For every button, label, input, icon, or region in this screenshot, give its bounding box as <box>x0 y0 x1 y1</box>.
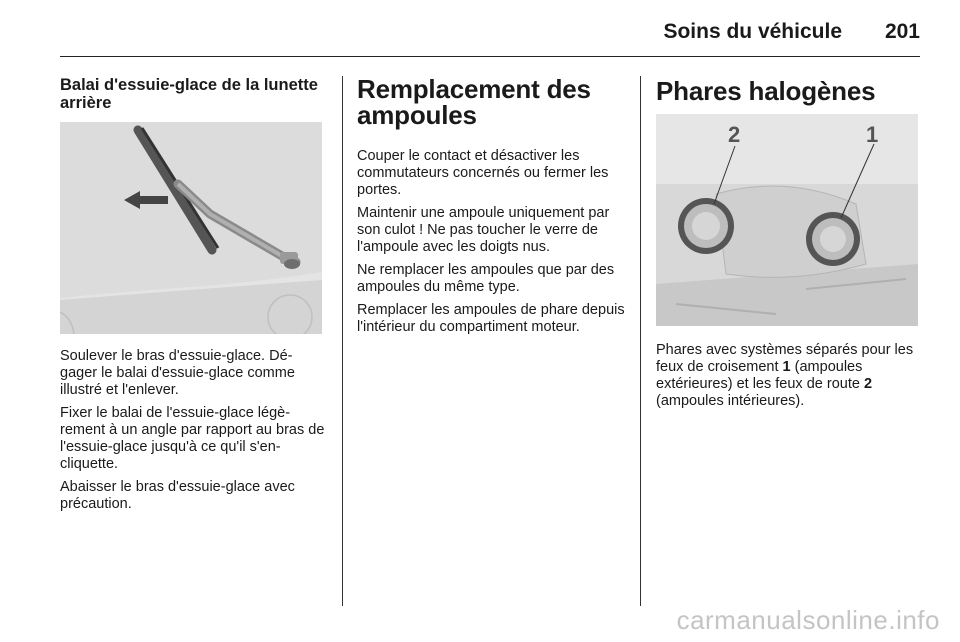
column-divider <box>342 76 343 606</box>
caption-text-3: (ampoules intérieures). <box>656 393 805 409</box>
callout-1: 1 <box>866 122 879 147</box>
caption-bold-1: 1 <box>782 359 791 375</box>
bulbs-step-4: Remplacer les ampoules de phare depuis l'intérieur du compartiment moteur. <box>357 302 625 335</box>
column-divider <box>640 76 641 606</box>
wiper-step-2: Fixer le balai de l'essuie-glace légè-rement à un angle par rapport au bras de l'essuie-glace jusqu'à ce qu'il s'en-cliquette. <box>60 405 325 472</box>
caption-bold-2: 2 <box>863 376 873 392</box>
section-title: Soins du véhicule <box>663 20 842 43</box>
watermark: carmanualsonline.info <box>676 605 940 635</box>
page-number: 201 <box>884 20 920 43</box>
caption-text-1: Phares avec systèmes séparés pour les feux de croisement <box>656 342 914 375</box>
column-bulbs <box>357 76 627 336</box>
wiper-step-1: Soulever le bras d'essuie-glace. Dé-gager le balai d'essuie-glace comme illustré et l'enlever. <box>60 348 295 398</box>
page-header <box>60 18 920 57</box>
headlamp-illustration <box>656 114 918 326</box>
column-halogen <box>656 76 922 410</box>
wiper-heading: Balai d'essuie-glace de la lunette arrière <box>60 76 318 112</box>
wiper-illustration <box>60 122 322 334</box>
bulbs-step-1: Couper le contact et désactiver les commutateurs concernés ou fermer les portes. <box>357 148 609 198</box>
wiper-step-3: Abaisser le bras d'essuie-glace avec précaution. <box>60 479 295 512</box>
callout-2: 2 <box>728 122 741 147</box>
halogen-heading: Phares halogènes <box>656 76 876 106</box>
bulbs-heading: Remplacement des ampoules <box>357 74 591 130</box>
column-wiper <box>60 76 328 513</box>
caption-text-2: (ampoules extérieures) et les feux de route <box>656 359 864 392</box>
bulbs-step-2: Maintenir une ampoule uniquement par son culot ! Ne pas toucher le verre de l'ampoule avec les doigts nus. <box>357 205 610 255</box>
halogen-caption <box>656 342 922 410</box>
bulbs-step-3: Ne remplacer les ampoules que par des ampoules du même type. <box>357 262 615 295</box>
